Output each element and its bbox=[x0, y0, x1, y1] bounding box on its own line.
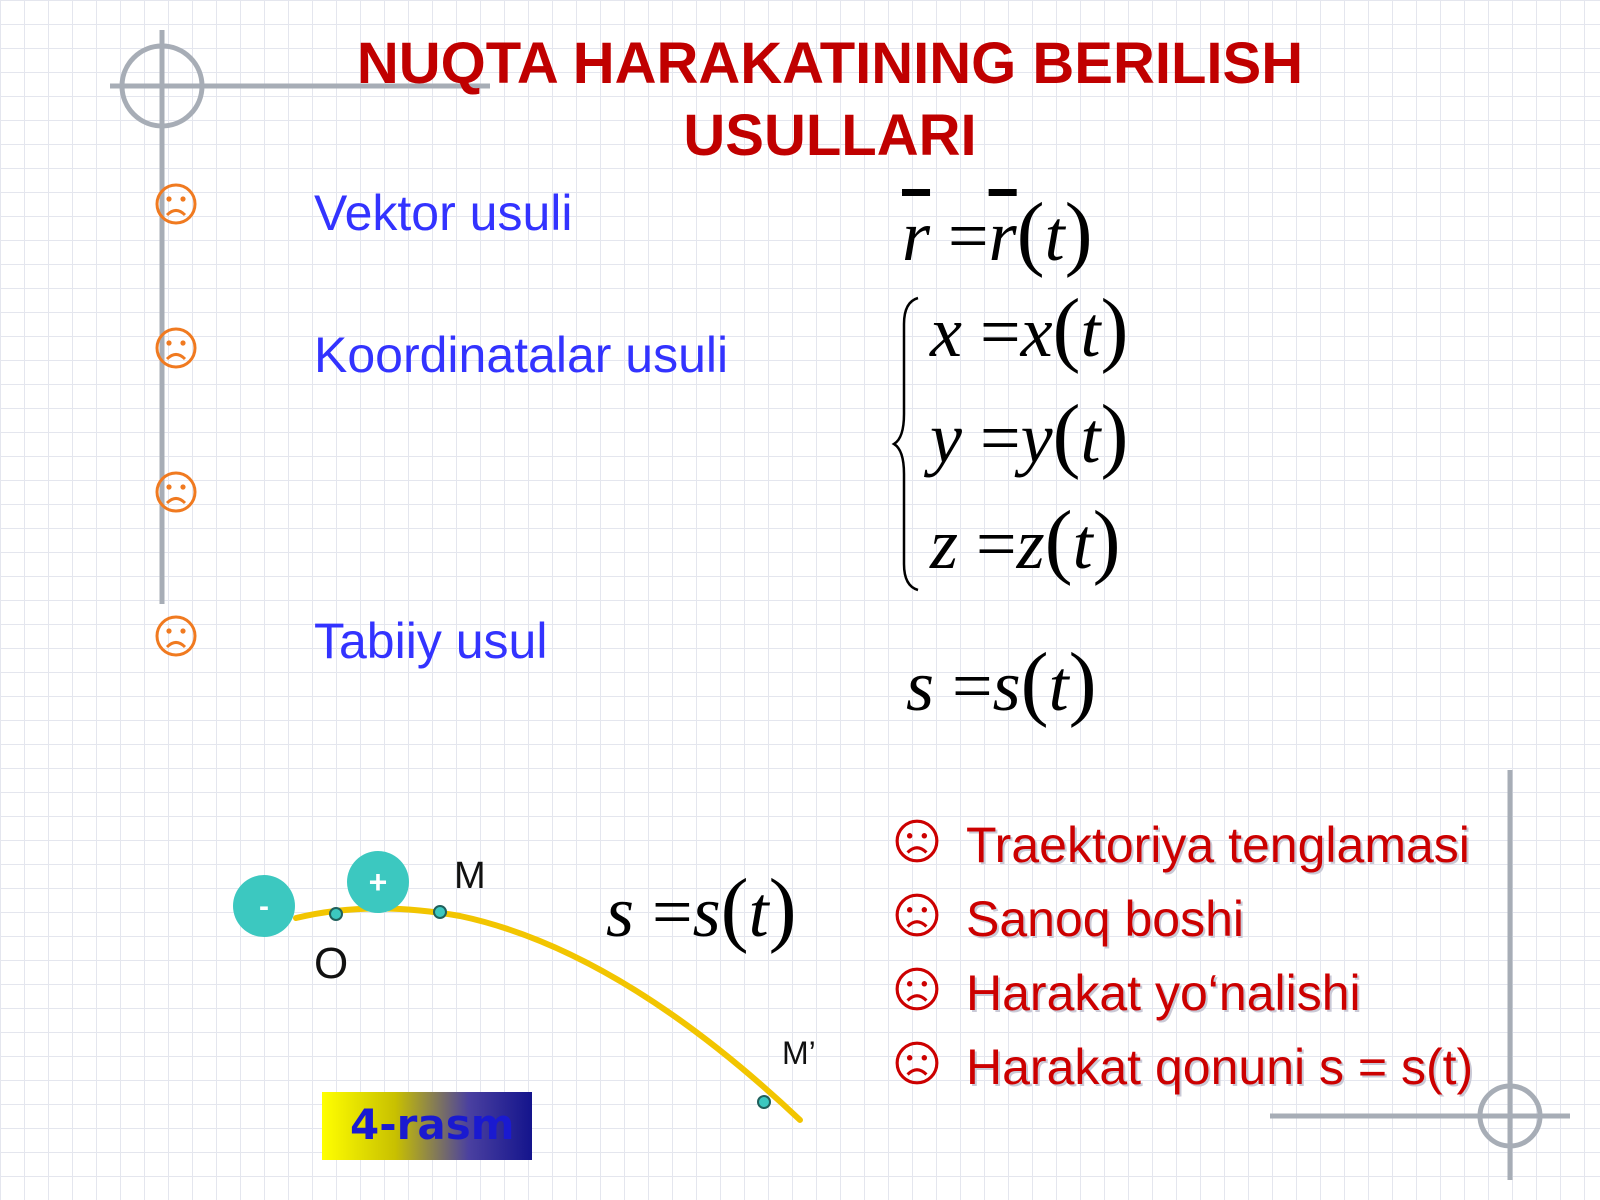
equals-sign: = bbox=[979, 398, 1021, 478]
origin-label: O bbox=[314, 939, 349, 988]
z-fn: z bbox=[1016, 504, 1045, 584]
close-paren: ) bbox=[1092, 494, 1121, 587]
close-paren: ) bbox=[1068, 636, 1097, 729]
vector-arg: t bbox=[1044, 196, 1065, 276]
sad-face-icon bbox=[154, 182, 198, 226]
y-arg: t bbox=[1080, 398, 1101, 478]
vector-lhs: $\overline{r}$ bbox=[902, 196, 931, 276]
sad-face-icon bbox=[154, 614, 198, 658]
coordinates-formula-system bbox=[930, 280, 1190, 600]
figure-arg: t bbox=[748, 872, 769, 952]
property-label: Harakat yo‘nalishi bbox=[966, 965, 1361, 1021]
method-vector-label: Vektor usuli bbox=[314, 185, 573, 241]
open-paren: ( bbox=[720, 862, 749, 955]
close-paren: ) bbox=[1100, 388, 1129, 481]
open-paren: ( bbox=[1052, 388, 1081, 481]
close-paren: ) bbox=[1100, 282, 1129, 375]
open-paren: ( bbox=[1052, 282, 1081, 375]
figure-fn: s bbox=[692, 872, 721, 952]
point-m2 bbox=[758, 1096, 770, 1108]
equals-sign: = bbox=[976, 504, 1017, 584]
equals-sign: = bbox=[979, 292, 1021, 372]
x-lhs: x bbox=[930, 292, 962, 372]
y-fn: y bbox=[1020, 398, 1053, 478]
sad-face-icon bbox=[894, 966, 940, 1012]
page-title bbox=[230, 28, 1430, 172]
open-paren: ( bbox=[1044, 494, 1073, 587]
x-arg: t bbox=[1080, 292, 1101, 372]
sad-face-icon bbox=[154, 326, 198, 370]
open-paren: ( bbox=[1020, 636, 1049, 729]
system-brace bbox=[890, 294, 930, 594]
title-line-1: NUQTA HARAKATINING BERILISH bbox=[356, 31, 1304, 96]
equals-sign: = bbox=[948, 196, 989, 276]
equals-sign: = bbox=[952, 646, 993, 726]
natural-arg: t bbox=[1048, 646, 1069, 726]
close-paren: ) bbox=[768, 862, 797, 955]
properties-list bbox=[894, 816, 1534, 1116]
figure-caption: 4-rasm bbox=[350, 1100, 515, 1149]
point-m-label: M bbox=[454, 855, 486, 897]
minus-sign: - bbox=[259, 890, 269, 923]
title-line-2: USULLARI bbox=[683, 103, 977, 168]
point-m bbox=[434, 906, 446, 918]
natural-formula bbox=[906, 634, 1097, 731]
property-label: Traektoriya tenglamasi bbox=[966, 817, 1470, 873]
sad-face-icon bbox=[894, 1040, 940, 1086]
sad-face-icon bbox=[154, 470, 198, 514]
figure-caption-box bbox=[322, 1092, 532, 1160]
vector-formula bbox=[902, 184, 1093, 281]
close-paren: ) bbox=[1064, 186, 1093, 279]
figure-lhs: s bbox=[606, 872, 635, 952]
point-m2-label: M’ bbox=[782, 1035, 816, 1071]
z-lhs: z bbox=[930, 504, 959, 584]
sad-face-icon bbox=[894, 818, 940, 864]
coordinate-z-formula bbox=[930, 492, 1121, 589]
x-fn: x bbox=[1020, 292, 1053, 372]
vector-fn: $\overline{r}$ bbox=[988, 196, 1017, 276]
method-natural-label: Tabiiy usul bbox=[314, 613, 548, 669]
property-label: Sanoq boshi bbox=[966, 891, 1245, 947]
z-arg: t bbox=[1072, 504, 1093, 584]
sad-face-icon bbox=[894, 892, 940, 938]
coordinate-y-formula bbox=[930, 386, 1129, 483]
property-label: Harakat qonuni s = s(t) bbox=[966, 1039, 1474, 1095]
natural-lhs: s bbox=[906, 646, 935, 726]
open-paren: ( bbox=[1016, 186, 1045, 279]
plus-sign: + bbox=[368, 864, 388, 900]
coordinate-x-formula bbox=[930, 280, 1129, 377]
figure-formula bbox=[606, 860, 797, 957]
y-lhs: y bbox=[930, 398, 962, 478]
equals-sign: = bbox=[652, 872, 693, 952]
natural-fn: s bbox=[992, 646, 1021, 726]
method-coordinates-label: Koordinatalar usuli bbox=[314, 327, 729, 383]
origin-point bbox=[330, 908, 342, 920]
